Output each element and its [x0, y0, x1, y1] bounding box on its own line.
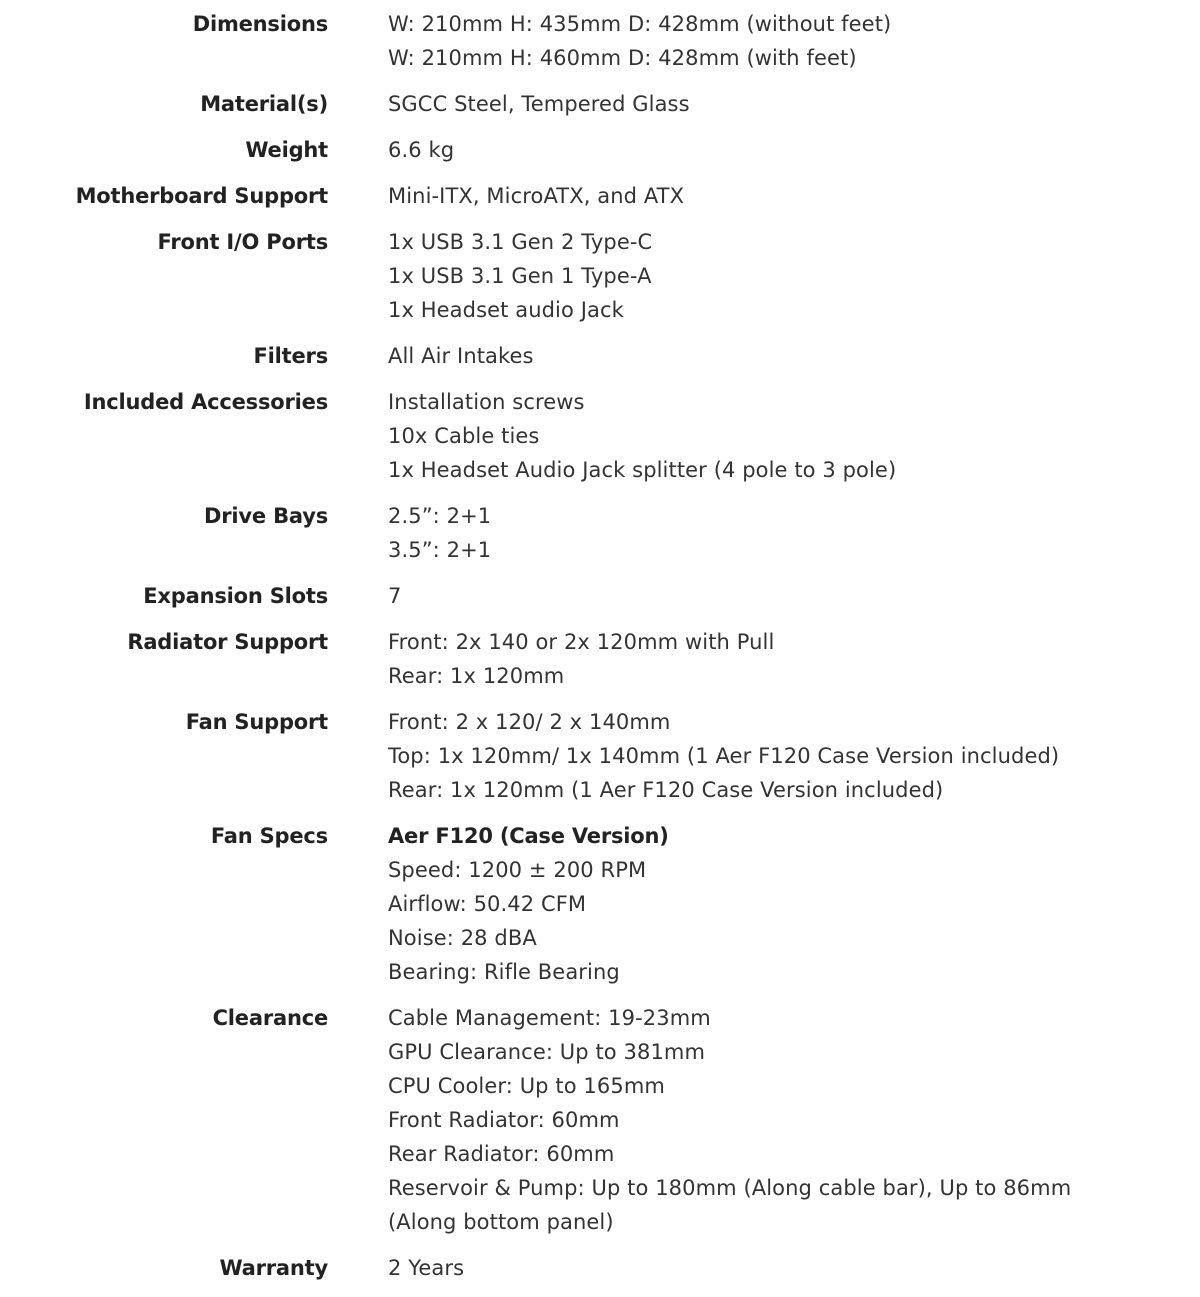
spec-value: SGCC Steel, Tempered Glass	[388, 92, 690, 116]
spec-row-dimensions	[0, 7, 1200, 75]
spec-row-drive-bays	[0, 499, 1200, 567]
spec-value: 2.5”: 2+1	[388, 504, 492, 528]
spec-value: Bearing: Rifle Bearing	[388, 960, 620, 984]
spec-value: Airflow: 50.42 CFM	[388, 892, 587, 916]
spec-value: 3.5”: 2+1	[388, 538, 492, 562]
spec-value: CPU Cooler: Up to 165mm	[388, 1074, 665, 1098]
spec-row-expansion-slots	[0, 579, 1200, 613]
spec-value: Front: 2 x 120/ 2 x 140mm	[388, 710, 671, 734]
spec-value: Mini-ITX, MicroATX, and ATX	[388, 184, 685, 208]
spec-label: Filters	[253, 344, 328, 368]
spec-values	[388, 133, 1088, 167]
spec-row-fan-support	[0, 705, 1200, 807]
spec-row-filters	[0, 339, 1200, 373]
spec-row-front-io-ports	[0, 225, 1200, 327]
spec-value: Rear: 1x 120mm (1 Aer F120 Case Version included)	[388, 778, 944, 802]
spec-label: Expansion Slots	[143, 584, 328, 608]
spec-value: Installation screws	[388, 390, 585, 414]
spec-row-clearance	[0, 1001, 1200, 1239]
spec-row-included-accessories	[0, 385, 1200, 487]
spec-label: Warranty	[219, 1256, 328, 1280]
spec-label: Front I/O Ports	[157, 230, 328, 254]
spec-value: Rear: 1x 120mm	[388, 664, 565, 688]
spec-value: Reservoir & Pump: Up to 180mm (Along cable bar), Up to 86mm (Along bottom panel)	[388, 1176, 1072, 1234]
spec-values	[388, 7, 1088, 75]
spec-label: Fan Specs	[210, 824, 328, 848]
spec-label: Fan Support	[185, 710, 328, 734]
spec-value: 1x Headset Audio Jack splitter (4 pole to 3 pole)	[388, 458, 897, 482]
spec-values	[388, 1001, 1088, 1239]
spec-value: All Air Intakes	[388, 344, 534, 368]
spec-value: 1x Headset audio Jack	[388, 298, 624, 322]
spec-value: Noise: 28 dBA	[388, 926, 537, 950]
spec-value: Cable Management: 19-23mm	[388, 1006, 711, 1030]
spec-value: 7	[388, 584, 402, 608]
spec-values	[388, 499, 1088, 567]
spec-value: W: 210mm H: 460mm D: 428mm (with feet)	[388, 46, 857, 70]
spec-value: 1x USB 3.1 Gen 1 Type-A	[388, 264, 652, 288]
spec-values	[388, 339, 1088, 373]
spec-values	[388, 819, 1088, 989]
spec-label: Clearance	[212, 1006, 328, 1030]
spec-table	[0, 7, 1200, 1297]
spec-value: Top: 1x 120mm/ 1x 140mm (1 Aer F120 Case Version included)	[388, 744, 1060, 768]
spec-values	[388, 625, 1088, 693]
spec-label: Drive Bays	[204, 504, 328, 528]
spec-value: Speed: 1200 ± 200 RPM	[388, 858, 647, 882]
spec-values	[388, 1251, 1088, 1285]
spec-value: Rear Radiator: 60mm	[388, 1142, 615, 1166]
spec-row-materials	[0, 87, 1200, 121]
spec-value: GPU Clearance: Up to 381mm	[388, 1040, 706, 1064]
spec-row-fan-specs	[0, 819, 1200, 989]
spec-label: Material(s)	[200, 92, 328, 116]
spec-value: 6.6 kg	[388, 138, 455, 162]
spec-label: Motherboard Support	[75, 184, 328, 208]
spec-label: Radiator Support	[127, 630, 328, 654]
spec-value: 2 Years	[388, 1256, 465, 1280]
spec-label: Included Accessories	[83, 390, 328, 414]
spec-row-radiator-support	[0, 625, 1200, 693]
spec-row-motherboard-support	[0, 179, 1200, 213]
spec-value: 10x Cable ties	[388, 424, 540, 448]
fan-model-heading: Aer F120 (Case Version)	[388, 824, 669, 848]
spec-values	[388, 179, 1088, 213]
spec-value: Front Radiator: 60mm	[388, 1108, 620, 1132]
spec-label: Weight	[245, 138, 328, 162]
spec-values	[388, 225, 1088, 327]
spec-values	[388, 579, 1088, 613]
spec-values	[388, 705, 1088, 807]
spec-value: 1x USB 3.1 Gen 2 Type-C	[388, 230, 653, 254]
spec-values	[388, 385, 1088, 487]
spec-label: Dimensions	[192, 12, 328, 36]
spec-value: Front: 2x 140 or 2x 120mm with Pull	[388, 630, 775, 654]
spec-row-weight	[0, 133, 1200, 167]
spec-value: W: 210mm H: 435mm D: 428mm (without feet)	[388, 12, 892, 36]
spec-row-warranty	[0, 1251, 1200, 1285]
spec-values	[388, 87, 1088, 121]
